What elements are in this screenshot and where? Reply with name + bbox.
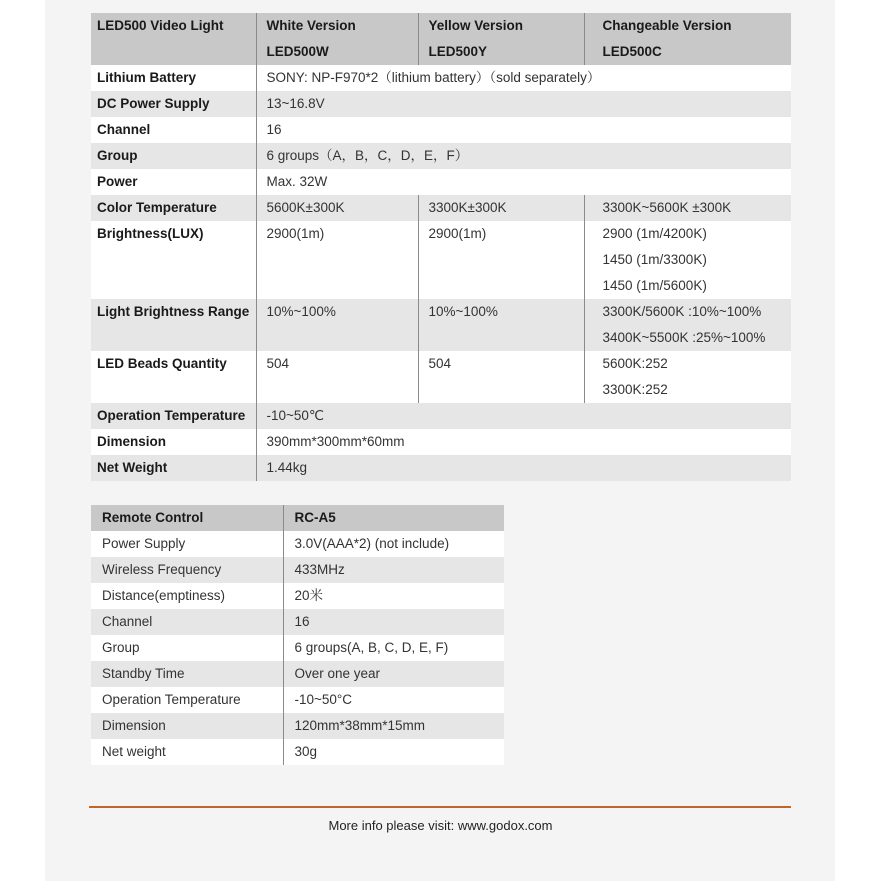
spec-value: Max. 32W bbox=[256, 169, 791, 195]
spec-row-brightness-range bbox=[91, 299, 791, 351]
spec-row-dc-power-supply bbox=[91, 91, 791, 117]
white-version-name: White Version bbox=[266, 18, 356, 33]
spec-table-header bbox=[91, 13, 791, 65]
white-version-header bbox=[256, 13, 418, 65]
spec-label: Lithium Battery bbox=[91, 65, 256, 91]
yellow-value: 10%~100% bbox=[418, 299, 584, 351]
remote-row bbox=[91, 583, 504, 609]
changeable-beads-line: 3300K:252 bbox=[602, 382, 668, 397]
remote-row bbox=[91, 635, 504, 661]
spec-label: Group bbox=[91, 143, 256, 169]
spec-label: Operation Temperature bbox=[91, 403, 256, 429]
remote-row bbox=[91, 713, 504, 739]
spec-label: LED Beads Quantity bbox=[91, 351, 256, 403]
spec-row-group bbox=[91, 143, 791, 169]
remote-model: RC-A5 bbox=[283, 505, 504, 531]
remote-value: 120mm*38mm*15mm bbox=[283, 713, 504, 739]
spec-label: Light Brightness Range bbox=[91, 299, 256, 351]
changeable-range-line: 3300K/5600K :10%~100% bbox=[602, 304, 762, 319]
remote-row bbox=[91, 687, 504, 713]
spec-row-brightness bbox=[91, 221, 791, 299]
spec-row-power bbox=[91, 169, 791, 195]
spec-value: -10~50℃ bbox=[256, 403, 791, 429]
changeable-beads-line: 5600K:252 bbox=[602, 356, 668, 371]
white-value: 10%~100% bbox=[256, 299, 418, 351]
yellow-version-header bbox=[418, 13, 584, 65]
remote-row bbox=[91, 661, 504, 687]
changeable-version-header bbox=[584, 13, 791, 65]
changeable-brightness-line: 2900 (1m/4200K) bbox=[602, 226, 707, 241]
changeable-value: 3300K~5600K ±300K bbox=[584, 195, 791, 221]
yellow-value: 504 bbox=[418, 351, 584, 403]
spec-value: 16 bbox=[256, 117, 791, 143]
remote-label: Net weight bbox=[91, 739, 283, 765]
remote-label: Operation Temperature bbox=[91, 687, 283, 713]
remote-value: -10~50°C bbox=[283, 687, 504, 713]
remote-label: Standby Time bbox=[91, 661, 283, 687]
remote-value: 30g bbox=[283, 739, 504, 765]
remote-value: 16 bbox=[283, 609, 504, 635]
led500-spec-table bbox=[91, 13, 791, 481]
spec-label: DC Power Supply bbox=[91, 91, 256, 117]
remote-label: Group bbox=[91, 635, 283, 661]
footer-info-text: More info please visit: www.godox.com bbox=[328, 818, 553, 833]
changeable-brightness-line: 1450 (1m/3300K) bbox=[602, 252, 707, 267]
remote-title: Remote Control bbox=[91, 505, 283, 531]
spec-label: Channel bbox=[91, 117, 256, 143]
spec-label: Dimension bbox=[91, 429, 256, 455]
remote-table-header bbox=[91, 505, 504, 531]
remote-row bbox=[91, 739, 504, 765]
yellow-version-model: LED500Y bbox=[428, 44, 488, 59]
remote-row bbox=[91, 557, 504, 583]
spec-value: 1.44kg bbox=[256, 455, 791, 481]
remote-value: 6 groups(A, B, C, D, E, F) bbox=[283, 635, 504, 661]
spec-row-lithium-battery bbox=[91, 65, 791, 91]
yellow-value: 3300K±300K bbox=[418, 195, 584, 221]
spec-value: 13~16.8V bbox=[256, 91, 791, 117]
changeable-value bbox=[584, 299, 791, 351]
changeable-range-line: 3400K~5500K :25%~100% bbox=[602, 330, 766, 345]
spec-row-channel bbox=[91, 117, 791, 143]
spec-value: 6 groups（A，B，C，D，E，F） bbox=[256, 143, 791, 169]
remote-label: Power Supply bbox=[91, 531, 283, 557]
remote-label: Distance(emptiness) bbox=[91, 583, 283, 609]
white-value: 5600K±300K bbox=[256, 195, 418, 221]
white-version-model: LED500W bbox=[266, 44, 329, 59]
remote-value: 433MHz bbox=[283, 557, 504, 583]
white-value: 2900(1m) bbox=[256, 221, 418, 299]
remote-label: Channel bbox=[91, 609, 283, 635]
remote-value: 20米 bbox=[283, 583, 504, 609]
yellow-value: 2900(1m) bbox=[418, 221, 584, 299]
spec-label: Color Temperature bbox=[91, 195, 256, 221]
changeable-version-name: Changeable Version bbox=[602, 18, 732, 33]
spec-label: Power bbox=[91, 169, 256, 195]
spec-row-led-beads bbox=[91, 351, 791, 403]
spec-row-color-temperature bbox=[91, 195, 791, 221]
spec-value: SONY: NP-F970*2（lithium battery）（sold separately） bbox=[256, 65, 791, 91]
changeable-value bbox=[584, 221, 791, 299]
remote-value: 3.0V(AAA*2) (not include) bbox=[283, 531, 504, 557]
yellow-version-name: Yellow Version bbox=[428, 18, 524, 33]
remote-row bbox=[91, 609, 504, 635]
remote-value: Over one year bbox=[283, 661, 504, 687]
spec-row-net-weight bbox=[91, 455, 791, 481]
changeable-version-model: LED500C bbox=[602, 44, 662, 59]
product-title: LED500 Video Light bbox=[91, 13, 256, 65]
remote-label: Wireless Frequency bbox=[91, 557, 283, 583]
changeable-value bbox=[584, 351, 791, 403]
white-value: 504 bbox=[256, 351, 418, 403]
footer-divider bbox=[89, 806, 791, 808]
remote-row bbox=[91, 531, 504, 557]
spec-row-operation-temperature bbox=[91, 403, 791, 429]
spec-label: Brightness(LUX) bbox=[91, 221, 256, 299]
changeable-brightness-line: 1450 (1m/5600K) bbox=[602, 278, 707, 293]
remote-control-spec-table bbox=[91, 505, 504, 765]
spec-row-dimension bbox=[91, 429, 791, 455]
spec-value: 390mm*300mm*60mm bbox=[256, 429, 791, 455]
remote-label: Dimension bbox=[91, 713, 283, 739]
spec-label: Net Weight bbox=[91, 455, 256, 481]
